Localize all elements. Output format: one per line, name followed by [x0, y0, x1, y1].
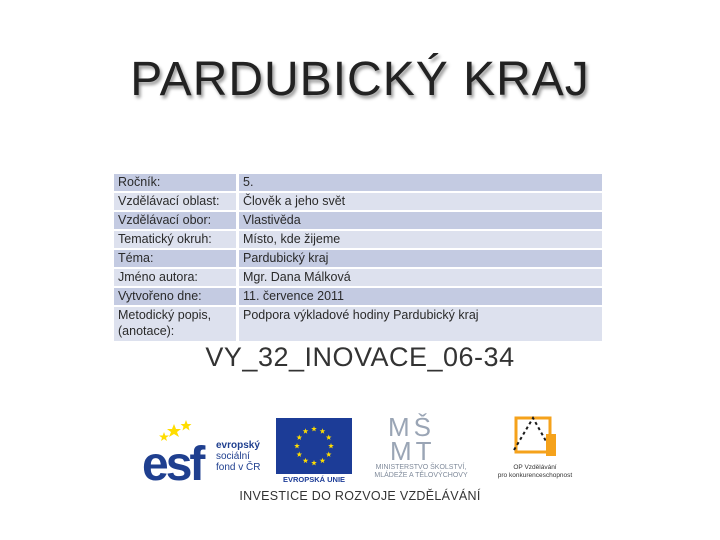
table-row: [114, 249, 602, 268]
table-row: [114, 268, 602, 287]
op-logo: [488, 414, 582, 486]
slogan: INVESTICE DO ROZVOJE VZDĚLÁVÁNÍ: [239, 489, 481, 503]
svg-text:MT: MT: [390, 436, 436, 462]
material-code: VY_32_INOVACE_06-34: [205, 342, 515, 372]
row-label: Vzdělávací oblast:: [114, 192, 238, 211]
table-row: [114, 306, 602, 342]
op-text-2: pro konkurenceschopnost: [497, 472, 573, 479]
page-title: PARDUBICKÝ KRAJ: [130, 53, 590, 106]
table-row: [114, 192, 602, 211]
msmt-logo: [358, 412, 484, 486]
eu-logo: [276, 418, 352, 486]
row-label: Téma:: [114, 249, 238, 268]
info-table: [114, 174, 602, 343]
eu-label: EVROPSKÁ UNIE: [282, 475, 346, 484]
table-row: [114, 287, 602, 306]
esf-logo: [142, 418, 268, 486]
row-value: Místo, kde žijeme: [238, 230, 603, 249]
row-value: 11. července 2011: [238, 287, 603, 306]
row-value: Mgr. Dana Málková: [238, 268, 603, 287]
esf-text-1: evropský: [216, 440, 260, 451]
esf-text-3: fond v ČR: [216, 462, 261, 473]
eu-flag-icon: [276, 418, 352, 474]
row-value: Pardubický kraj: [238, 249, 603, 268]
msmt-emblem-icon: [358, 412, 484, 462]
row-label: Vzdělávací obor:: [114, 211, 238, 230]
msmt-text-1: MINISTERSTVO ŠKOLSTVÍ,: [375, 464, 467, 471]
svg-text:esf: esf: [142, 438, 203, 486]
row-value: Podpora výkladové hodiny Pardubický kraj: [238, 306, 603, 342]
op-emblem-icon: [488, 414, 582, 464]
table-row: [114, 211, 602, 230]
row-value: Člověk a jeho svět: [238, 192, 603, 211]
esf-text-2: sociální: [216, 451, 250, 462]
op-text-1: OP Vzdělávání: [513, 464, 557, 471]
row-label: Metodický popis, (anotace):: [114, 306, 238, 342]
table-row: [114, 230, 602, 249]
row-label: Tematický okruh:: [114, 230, 238, 249]
row-label: Vytvořeno dne:: [114, 287, 238, 306]
msmt-text-2: MLÁDEŽE A TĚLOVÝCHOVY: [374, 472, 468, 479]
row-value: 5.: [238, 174, 603, 192]
table-row: [114, 174, 602, 192]
row-label: Ročník:: [114, 174, 238, 192]
svg-text:MŠ: MŠ: [388, 412, 435, 442]
row-label: Jméno autora:: [114, 268, 238, 287]
row-value: Vlastivěda: [238, 211, 603, 230]
